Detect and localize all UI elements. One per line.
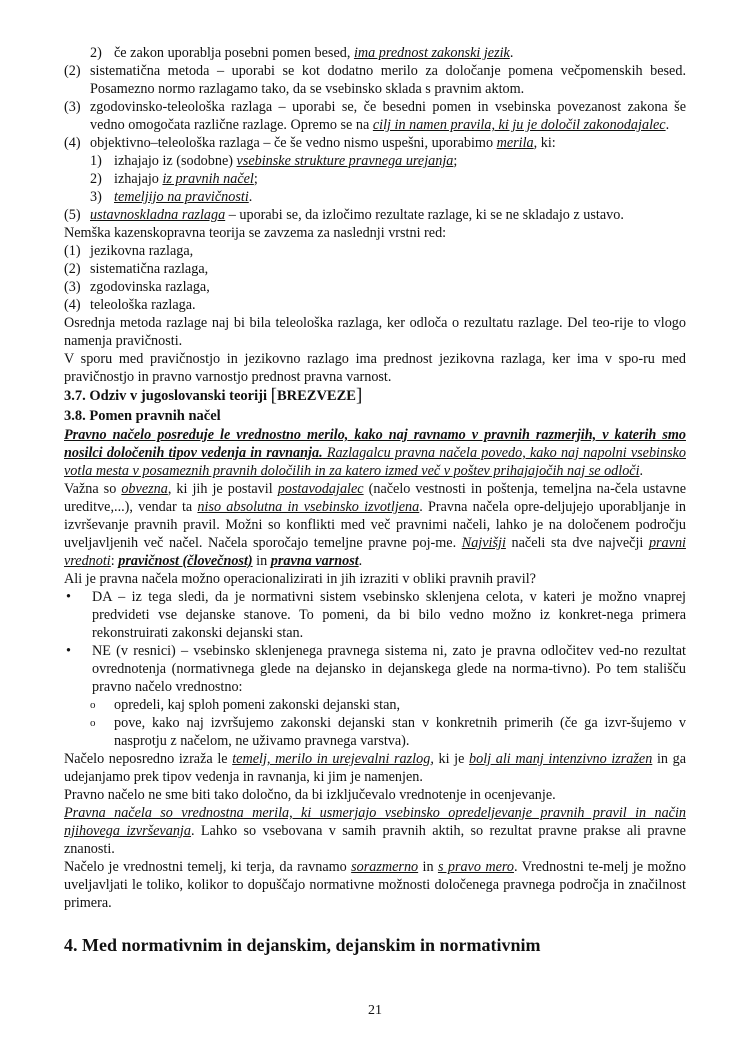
item-number: (1) <box>64 243 81 259</box>
item-text: izhajajo <box>114 171 163 187</box>
chapter-heading-4: 4. Med normativnim in dejanskim, dejanskim in normativnim <box>64 935 541 955</box>
bracket-open: [ <box>270 385 277 406</box>
emphasis: ima prednost zakonski jezik <box>353 45 510 61</box>
text: in <box>418 859 438 875</box>
emphasis: vsebinske strukture pravnega urejanja <box>236 153 454 169</box>
punct: . <box>509 45 514 61</box>
bullet-icon: • <box>66 643 71 659</box>
item-number: 1) <box>90 153 102 169</box>
list-item-order <box>64 260 686 278</box>
definition-italic: Razlagalcu pravna načela povedo, kako naj napolni vsebinsko votla mesta v posameznih pravnih določilih in za katero izmed več v poštev prihajajočih naj se odloči <box>64 445 686 479</box>
emphasis: Pravna načela so vrednostna merila, ki usmerjajo vsebinsko opredeljevanje pravnih pravil in način njihovega izvrševanja <box>64 805 686 839</box>
text: . Pravna načela opre-deljujejo uporabljanje in izvrševanje pravnih pravil. Možni so konflikti med več pravnimi načeli, lahko je na določenem področju uveljavljenih več načel. Načela sporočajo temeljne pravne poj-me. <box>64 499 686 551</box>
item-text: – uporabi se, da izločimo rezultate razlage, ki se ne skladajo z ustavo. <box>225 207 624 223</box>
paragraph-not-determinate: Pravno načelo ne sme biti tako določno, da bi izključevalo vrednotenje in ocenjevanje. <box>64 787 556 803</box>
punct: . <box>639 463 644 479</box>
list-item-method <box>64 62 686 98</box>
emphasis: merila <box>496 135 534 151</box>
paragraph-important <box>64 480 686 570</box>
definition-bold: Pravno načelo posreduje le vrednostno merilo, kako naj ravnamo v pravnih razmerjih, v katerih smo nosilci določenih tipov vedenja in ravnanja. <box>64 427 686 461</box>
sub-bullet-item <box>64 696 686 714</box>
text: : <box>110 553 119 569</box>
text: Važna so <box>64 481 122 497</box>
emphasis: obvezna <box>121 481 168 497</box>
item-number: (3) <box>64 279 81 295</box>
item-text: zgodovinsko-teleološka razlaga – uporabi se, če besedni pomen in vsebinska povezanost zakona še vedno omogočata različne razlage. Opremo se na <box>90 99 686 133</box>
text: (načelo vestnosti in poštenja, temeljna na-čela ustavne ureditve,...), vendar ta <box>64 481 686 515</box>
paragraph-values <box>64 804 686 858</box>
list-item-method <box>64 98 686 134</box>
item-text: sistematična metoda – uporabi se kot dodatno merilo za določanje pomena večpomenskih besed. Posamezno normo razlagamo tako, da se vsebinsko sklada s pravnim aktom. <box>90 63 686 97</box>
bracket-close: ] <box>355 385 363 406</box>
list-item-order <box>64 278 686 296</box>
emphasis: sorazmerno <box>351 859 419 875</box>
emphasis: Najvišji <box>461 535 506 551</box>
list-item-method <box>64 134 686 152</box>
emphasis-bold: pravičnost (človečnost) <box>118 553 253 569</box>
punct: ; <box>453 153 458 169</box>
bullet-item <box>64 588 686 642</box>
item-text: teleološka razlaga. <box>90 297 196 313</box>
item-number: 3) <box>90 189 102 205</box>
item-text: DA – iz tega sledi, da je normativni sistem vsebinsko sklenjena celota, v kateri je možno vnaprej predvideti vse dejanske stanove. To pomeni, da bi bilo vedno možno iz konkret-nega primera rekonstruirati zakonski dejanski stan. <box>92 589 686 641</box>
emphasis-bold: pravna varnost <box>270 553 359 569</box>
item-number: (2) <box>64 261 81 277</box>
emphasis: temeljijo na pravičnosti <box>114 189 249 205</box>
item-text: izhajajo iz (sodobne) <box>114 153 237 169</box>
text: Načelo je vrednostni temelj, ki terja, da ravnamo <box>64 859 352 875</box>
item-number: 2) <box>90 45 102 61</box>
list-item-order <box>64 242 686 260</box>
bullet-item <box>64 642 686 696</box>
emphasis: niso absolutna in vsebinsko izvotljena <box>197 499 420 515</box>
circle-bullet-icon: o <box>90 717 96 729</box>
item-number: (4) <box>64 297 81 313</box>
item-text: sistematična razlaga, <box>90 261 209 277</box>
text: . <box>358 553 363 569</box>
item-text: opredeli, kaj sploh pomeni zakonski dejanski stan, <box>114 697 401 713</box>
item-number: (2) <box>64 63 81 79</box>
emphasis: iz pravnih načel <box>162 171 254 187</box>
item-text: pove, kako naj izvršujemo zakonski dejanski stan v konkretnih primerih (če ga izvr-šujemo v nasprotju z načelom, ne uživamo pravnega varstva). <box>114 715 686 749</box>
item-text: jezikovna razlaga, <box>90 243 194 259</box>
text: Načelo neposredno izraža le <box>64 751 233 767</box>
punct: , ki: <box>533 135 556 151</box>
item-number: 2) <box>90 171 102 187</box>
text: in ga udejanjamo prek tipov vedenja in ravnanja, ki jim je namenjen. <box>64 751 687 785</box>
punct: . <box>248 189 253 205</box>
text: , ki jih je postavil <box>167 481 278 497</box>
circle-bullet-icon: o <box>90 699 96 711</box>
bullet-icon: • <box>66 589 71 605</box>
text: , ki je <box>430 751 470 767</box>
page-number: 21 <box>368 1003 382 1018</box>
text: načeli sta dve največji <box>505 535 649 551</box>
text: in <box>252 553 271 569</box>
paragraph-foundation <box>64 858 686 912</box>
section-heading-3-8: 3.8. Pomen pravnih načel <box>64 408 221 424</box>
heading-text: 3.7. Odziv v jugoslovanski teoriji <box>64 388 271 404</box>
german-intro: Nemška kazenskopravna teorija se zavzema za naslednji vrstni red: <box>64 225 447 241</box>
sub-bullet-item <box>64 714 686 750</box>
emphasis: bolj ali manj intenzivno izražen <box>469 751 653 767</box>
heading-tag: BREZVEZE <box>276 388 356 404</box>
punct: . <box>665 117 670 133</box>
list-item-criterion <box>64 44 686 62</box>
item-number: (5) <box>64 207 81 223</box>
document-page <box>64 44 686 956</box>
item-text: če zakon uporablja posebni pomen besed, <box>114 45 354 61</box>
item-number: (4) <box>64 135 81 151</box>
emphasis: pravni vrednoti <box>64 535 686 569</box>
definition-paragraph <box>64 426 686 480</box>
text: . Vrednostni te-melj je možno uveljavljati le toliko, kolikor to dopuščajo normativne možnosti določenega pravnega področja in značilnost primera. <box>64 859 686 911</box>
emphasis: temelj, merilo in urejevalni razlog <box>232 751 431 767</box>
list-item-method <box>64 206 686 224</box>
punct: ; <box>253 171 258 187</box>
item-text: zgodovinska razlaga, <box>90 279 210 295</box>
section-heading-3-7 <box>64 386 686 406</box>
item-text: objektivno–teleološka razlaga – če še vedno nismo uspešni, uporabimo <box>90 135 497 151</box>
question: Ali je pravna načela možno operacionalizirati in jih izraziti v obliki pravnih pravil? <box>64 571 536 587</box>
emphasis: postavodajalec <box>277 481 364 497</box>
list-item-criterion <box>64 188 686 206</box>
item-number: (3) <box>64 99 81 115</box>
paragraph-central-method: Osrednja metoda razlage naj bi bila teleološka razlaga, ker odloča o rezultatu razlage. Del teo-rije to vlogo namenja pravičnosti. <box>64 315 686 349</box>
list-item-order <box>64 296 686 314</box>
paragraph-dispute: V sporu med pravičnostjo in jezikovno razlago ima prednost jezikovna razlaga, ker ima v spo-ru med pravičnostjo in pravno varnostjo prednost pravna varnost. <box>64 351 686 385</box>
emphasis: ustavnoskladna razlaga <box>90 207 226 223</box>
list-item-criterion <box>64 170 686 188</box>
list-item-criterion <box>64 152 686 170</box>
text: . Lahko so vsebovana v samih pravnih aktih, so rezultat pravne prakse ali pravne znanosti. <box>64 823 686 857</box>
emphasis: s pravo mero <box>437 859 514 875</box>
item-text: NE (v resnici) – vsebinsko sklenjenega pravnega sistema ni, zato je pravna odločitev ved-no rezultat ovrednotenja (normativnega glede na dejansko in dejanskega glede na norma-tivno). Po tem stališču pravno načelo vrednostno: <box>92 643 686 695</box>
emphasis: cilj in namen pravila, ki ju je določil zakonodajalec <box>372 117 666 133</box>
paragraph-expresses <box>64 750 686 786</box>
